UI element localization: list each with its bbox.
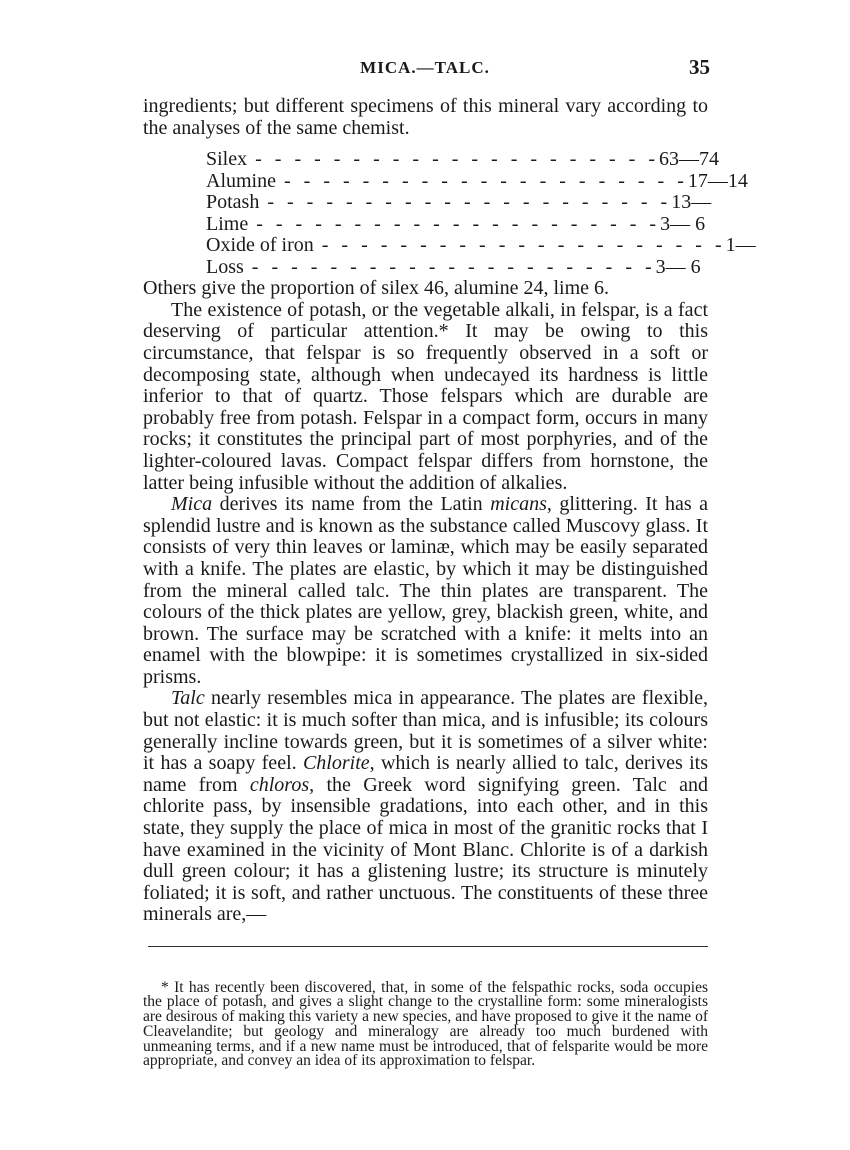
latin-term: micans (490, 493, 547, 516)
page-number: 35 (689, 55, 710, 79)
body-text (143, 95, 756, 926)
page-header (140, 55, 710, 88)
ingredient-name: Potash (206, 191, 260, 214)
ingredient-value: 3— 6 (655, 255, 701, 278)
ingredient-value: 13— (671, 191, 712, 214)
composition-row (206, 255, 701, 279)
mica-text-1: derives its name from the Latin (212, 493, 491, 516)
composition-row (206, 212, 706, 236)
ingredient-value: 3— 6 (660, 212, 706, 235)
dash-leader: - - - - - - - - - - - - - - - - - - - - - (284, 169, 688, 192)
paragraph-intro: ingredients; but different specimens of this mineral vary according to the analyses of the same chemist. (143, 95, 708, 139)
composition-table (206, 148, 756, 278)
footnote: * It has recently been discovered, that, in some of the felspathic rocks, soda occupies the place of potash, and gives a slight change to the crystalline form: some mineralogists are desirous of making this variety a new species, and have proposed to give it the name of Cleavelandite; but geology and mineralogy are already too much burdened with unmeaning terms, and if a new name must be introduced, that of felsparite would be more appropriate, and convey an idea of its approximation to felspar. (143, 978, 708, 1070)
footnote-rule (148, 946, 708, 947)
paragraph-potash: The existence of potash, or the vegetable alkali, in felspar, is a fact deserving of particular attention.* It may be owing to this circumstance, that felspar is so frequently observed in a soft or decomposing state, although when undecayed its hardness is little inferior to that of quartz. Those felspars which are durable are probably free from potash. Felspar in a compact form, occurs in many rocks; it constitutes the principal part of most porphyries, and of the lighter-coloured lavas. Compact felspar differs from hornstone, the latter being infusible without the addition of alkalies. (143, 298, 708, 494)
ingredient-name: Lime (206, 212, 249, 235)
talc-text-3: , the Greek word signifying green. Talc and chlorite pass, by insensible gradations, into each other, and in this state, they supply the place of mica in most of the granitic rocks that I have examined in the vicinity of Mont Blanc. Chlorite is of a darkish dull green colour; it has a glistening lustre; its structure is minutely foliated; it is soft, and rather unctuous. The constituents of these three minerals are,— (143, 773, 709, 926)
composition-row (206, 169, 748, 193)
running-head: MICA.—TALC. (360, 58, 490, 77)
ingredient-name: Silex (206, 148, 248, 171)
greek-term: chloros (249, 773, 310, 796)
mica-text-2: , glittering. It has a splendid lustre and is known as the substance called Muscovy glass. It consists of very thin leaves or laminæ, which may be easily separated with a knife. The plates are elastic, by which it may be distinguished from the mineral called talc. The thin plates are transparent. The colours of the thick plates are yellow, grey, blackish green, white, and brown. The surface may be scratched with a knife: it melts into an enamel with the blowpipe: it is sometimes crystallized in six-sided prisms. (143, 493, 708, 688)
ingredient-value: 1— (725, 234, 756, 257)
ingredient-name: Alumine (206, 169, 276, 192)
ingredient-value: 17—14 (687, 169, 748, 192)
dash-leader: - - - - - - - - - - - - - - - - - - - - - (267, 191, 672, 214)
term-mica: Mica (171, 493, 213, 516)
ingredient-name: Loss (206, 255, 244, 278)
paragraph-mica (143, 494, 708, 688)
talc-text-2: , which is nearly allied to talc, derives its name from (143, 752, 709, 796)
term-talc: Talc (171, 687, 205, 710)
talc-text-1: nearly resembles mica in appearance. The plates are flexible, but not elastic: it is much softer than mica, and is infusible; its colours generally incline towards green, but it is sometimes of a silver white: it has a soapy feel. (143, 687, 708, 775)
dash-leader: - - - - - - - - - - - - - - - - - - - - - (256, 212, 661, 235)
paragraph-talc (143, 688, 708, 926)
composition-row (206, 234, 756, 257)
composition-row (206, 191, 712, 214)
dash-leader: - - - - - - - - - - - - - - - - - - - - - (321, 234, 726, 257)
ingredient-value: 63—74 (659, 148, 719, 171)
composition-row (206, 148, 719, 171)
ingredient-name: Oxide of iron (206, 234, 314, 257)
paragraph-others: Others give the proportion of silex 46, alumine 24, lime 6. (143, 277, 610, 300)
term-chlorite: Chlorite (302, 752, 370, 775)
dash-leader: - - - - - - - - - - - - - - - - - - - - - (251, 255, 656, 278)
dash-leader: - - - - - - - - - - - - - - - - - - - - - (255, 148, 659, 171)
